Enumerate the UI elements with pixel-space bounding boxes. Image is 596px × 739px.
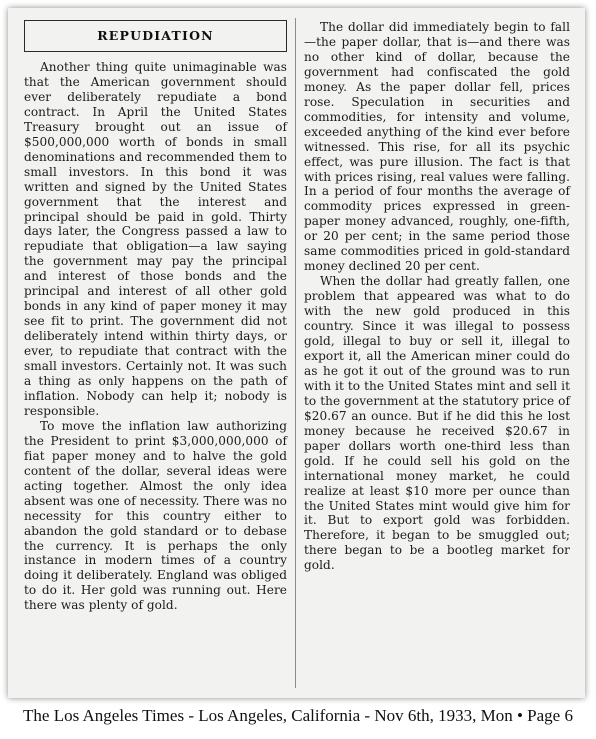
paragraph: The dollar did immediately begin to fall—the paper dollar, that is—and there was no other kind of dollar, because the government had confiscated the gold money. As the paper dollar fell, prices rose. Speculation in securities and commodities, for intensity and volume, exceeded anything of the kind ever before witnessed. This rise, for all its psychic effect, was pure illusion. The fact is that with prices rising, real values were falling. In a period of four months the average of commodity prices expressed in green-paper money advanced, roughly, one-fifth, or 20 per cent; in the same period those same commodities priced in gold-standard money declined 20 per cent.: [304, 20, 570, 274]
right-column: [304, 20, 570, 573]
paragraph: When the dollar had greatly fallen, one problem that appeared was what to do with the new gold produced in this country. Since it was illegal to possess gold, illegal to buy or sell it, illegal to export it, all the American miner could do as he got it out of the ground was to run with it to the United States mint and sell it to the government at the statutory price of $20.67 an ounce. But if he did this he lost money because he received $20.67 in paper dollars worth one-third less than gold. If he could sell his gold on the international money market, he could realize at least $10 more per ounce than the United States mint would give him for it. But to export gold was forbidden. Therefore, it began to be smuggled out; there began to be a bootleg market for gold.: [304, 274, 570, 573]
column-divider: [295, 18, 296, 688]
left-column: [24, 20, 287, 613]
headline-box: [24, 20, 287, 52]
paragraph: To move the inflation law authorizing the President to print $3,000,000,000 of fiat paper money and to halve the gold content of the dollar, several ideas were acting together. Almost the only idea absent was one of necessity. There was no necessity for this country either to abandon the gold standard or to debase the currency. It is perhaps the only instance in modern times of a country doing it deliberately. England was obliged to do it. Her gold was running out. Here there was plenty of gold.: [24, 418, 287, 613]
article-headline: REPUDIATION: [97, 27, 214, 43]
paragraph: Another thing quite unimaginable was that the American government should ever deliberately repudiate a bond contract. In April the United States Treasury brought out an issue of $500,000,000 worth of bonds in small denominations and recommended them to small investors. In this bond it was written and signed by the United States government that the interest and principal should be paid in gold. Thirty days later, the Congress passed a law to repudiate that obligation—a law saying the government may pay the principal and interest of those bonds and the principal and interest of all other gold bonds in any kind of paper money it may see fit to print. The government did not deliberately intend within thirty days, or ever, to repudiate that contract with the small investors. Certainly not. It was such a thing as only happens on the path of inflation. Nobody can help it; nobody is responsible.: [24, 60, 287, 418]
newspaper-clipping: [8, 8, 585, 698]
source-caption: The Los Angeles Times - Los Angeles, California - Nov 6th, 1933, Mon • Page 6: [23, 706, 573, 725]
